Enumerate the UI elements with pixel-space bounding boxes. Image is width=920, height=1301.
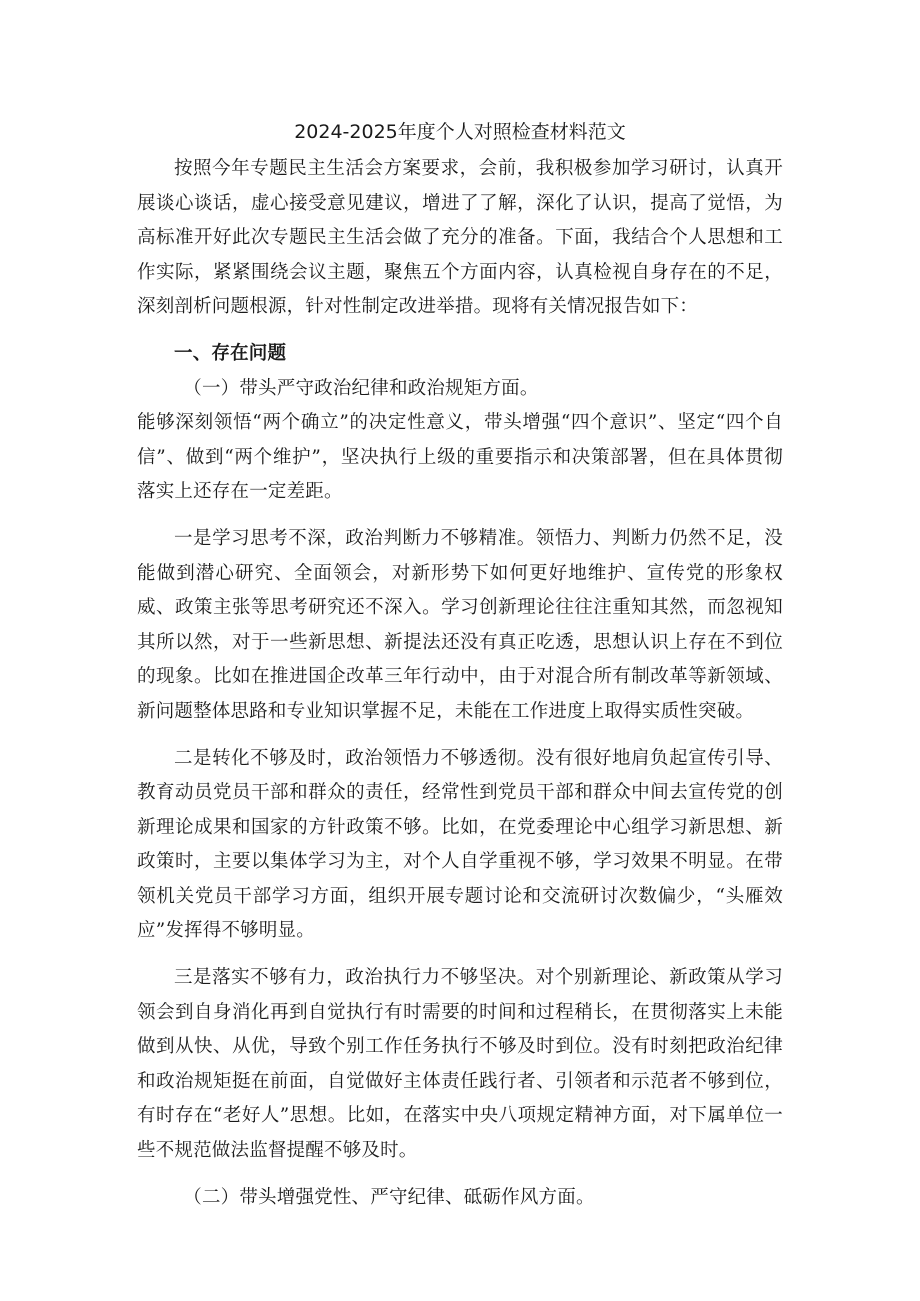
subsection-heading-2: （二）带头增强党性、严守纪律、砥砺作风方面。 <box>183 1186 595 1208</box>
paragraph: 二是转化不够及时，政治领悟力不够透彻。没有很好地肩负起宣传引导、教育动员党员干部和群众的责任，经常性到党员干部和群众中间去宣传党的创新理论成果和国家的方针政策不够。比如，在党委理论中心组学习新思想、新政策时，主要以集体学习为主，对个人自学重视不够，学习效果不明显。在带领机关党员干部学习方面，组织开展专题讨论和交流研讨次数偏少，“头雁效应”发挥得不够明显。 <box>137 747 783 942</box>
section-heading-problems: 一、存在问题 <box>174 342 287 364</box>
paragraph: 能够深刻领悟“两个确立”的决定性意义，带头增强“四个意识”、坚定“四个自信”、做到“两个维护”，坚决执行上级的重要指示和决策部署，但在具体贯彻落实上还存在一定差距。 <box>137 412 783 503</box>
paragraph: 三是落实不够有力，政治执行力不够坚决。对个别新理论、新政策从学习领会到自身消化再到自觉执行有时需要的时间和过程稍长，在贯彻落实上未能做到从快、从优，导致个别工作任务执行不够及时到位。没有时刻把政治纪律和政治规矩挺在前面，自觉做好主体责任践行者、引领者和示范者不够到位，有时存在“老好人”思想。比如，在落实中央八项规定精神方面，对下属单位一些不规范做法监督提醒不够及时。 <box>137 967 783 1162</box>
document-title: 2024-2025年度个人对照检查材料范文 <box>294 121 626 143</box>
intro-paragraph: 按照今年专题民主生活会方案要求，会前，我积极参加学习研讨，认真开展谈心谈话，虚心接受意见建议，增进了了解，深化了认识，提高了觉悟，为高标准开好此次专题民主生活会做了充分的准备。下面，我结合个人思想和工作实际，紧紧围绕会议主题，聚焦五个方面内容，认真检视自身存在的不足，深刻剖析问题根源，针对性制定改进举措。现将有关情况报告如下： <box>137 158 783 318</box>
document-body <box>137 152 783 1215</box>
paragraph: 一是学习思考不深，政治判断力不够精准。领悟力、判断力仍然不足，没能做到潜心研究、全面领会，对新形势下如何更好地维护、宣传党的形象权威、政策主张等思考研究还不深入。学习创新理论往往注重知其然，而忽视知其所以然，对于一些新思想、新提法还没有真正吃透，思想认识上存在不到位的现象。比如在推进国企改革三年行动中，由于对混合所有制改革等新领域、新问题整体思路和专业知识掌握不足，未能在工作进度上取得实质性突破。 <box>137 527 783 722</box>
subsection-heading-1: （一）带头严守政治纪律和政治规矩方面。 <box>183 377 539 399</box>
